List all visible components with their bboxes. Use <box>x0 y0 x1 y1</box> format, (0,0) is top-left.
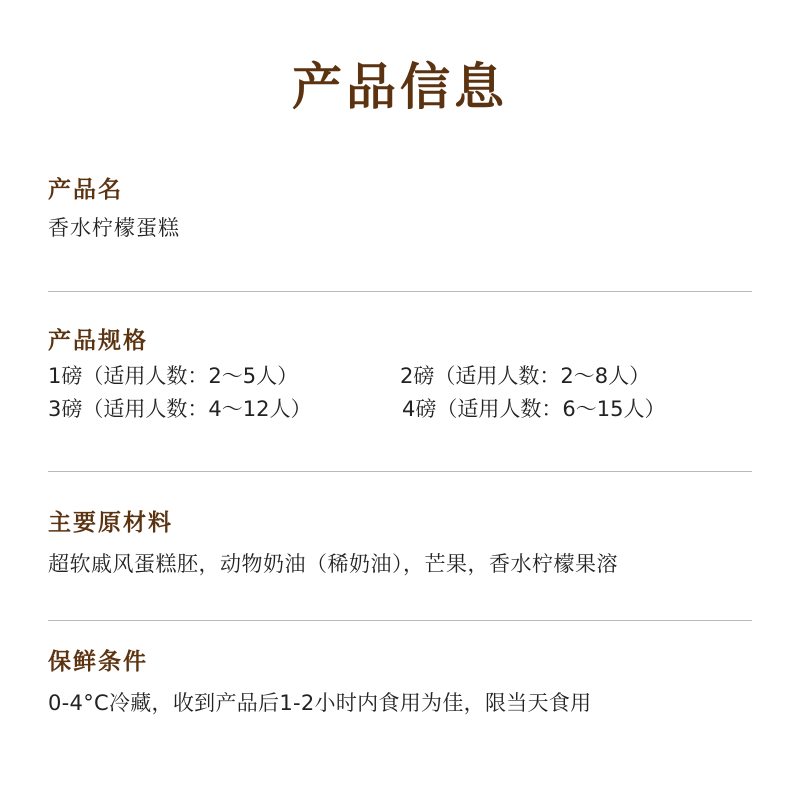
spec-option-1lb: 1磅（适用人数：2～5人） <box>48 364 299 388</box>
divider <box>48 620 752 621</box>
storage-value: 0-4°C冷藏，收到产品后1-2小时内食用为佳，限当天食用 <box>48 691 592 715</box>
spec-row <box>48 360 752 393</box>
spec-option-2lb: 2磅（适用人数：2～8人） <box>400 364 651 388</box>
spec-row <box>48 393 752 426</box>
divider <box>48 471 752 472</box>
ingredients-value: 超软戚风蛋糕胚，动物奶油（稀奶油），芒果，香水柠檬果溶 <box>48 552 618 576</box>
ingredients-section <box>48 507 752 580</box>
product-spec-heading: 产品规格 <box>48 328 148 354</box>
product-spec-section <box>48 325 752 426</box>
spec-option-3lb: 3磅（适用人数：4～12人） <box>48 397 312 421</box>
product-name-value: 香水柠檬蛋糕 <box>48 216 180 240</box>
product-name-section <box>48 174 752 244</box>
ingredients-heading: 主要原材料 <box>48 510 173 536</box>
product-name-heading: 产品名 <box>48 177 123 203</box>
storage-heading: 保鲜条件 <box>48 649 148 675</box>
spec-option-4lb: 4磅（适用人数：6～15人） <box>402 397 666 421</box>
storage-section <box>48 646 752 719</box>
spec-list <box>48 360 752 426</box>
page-title: 产品信息 <box>292 58 508 116</box>
divider <box>48 291 752 292</box>
